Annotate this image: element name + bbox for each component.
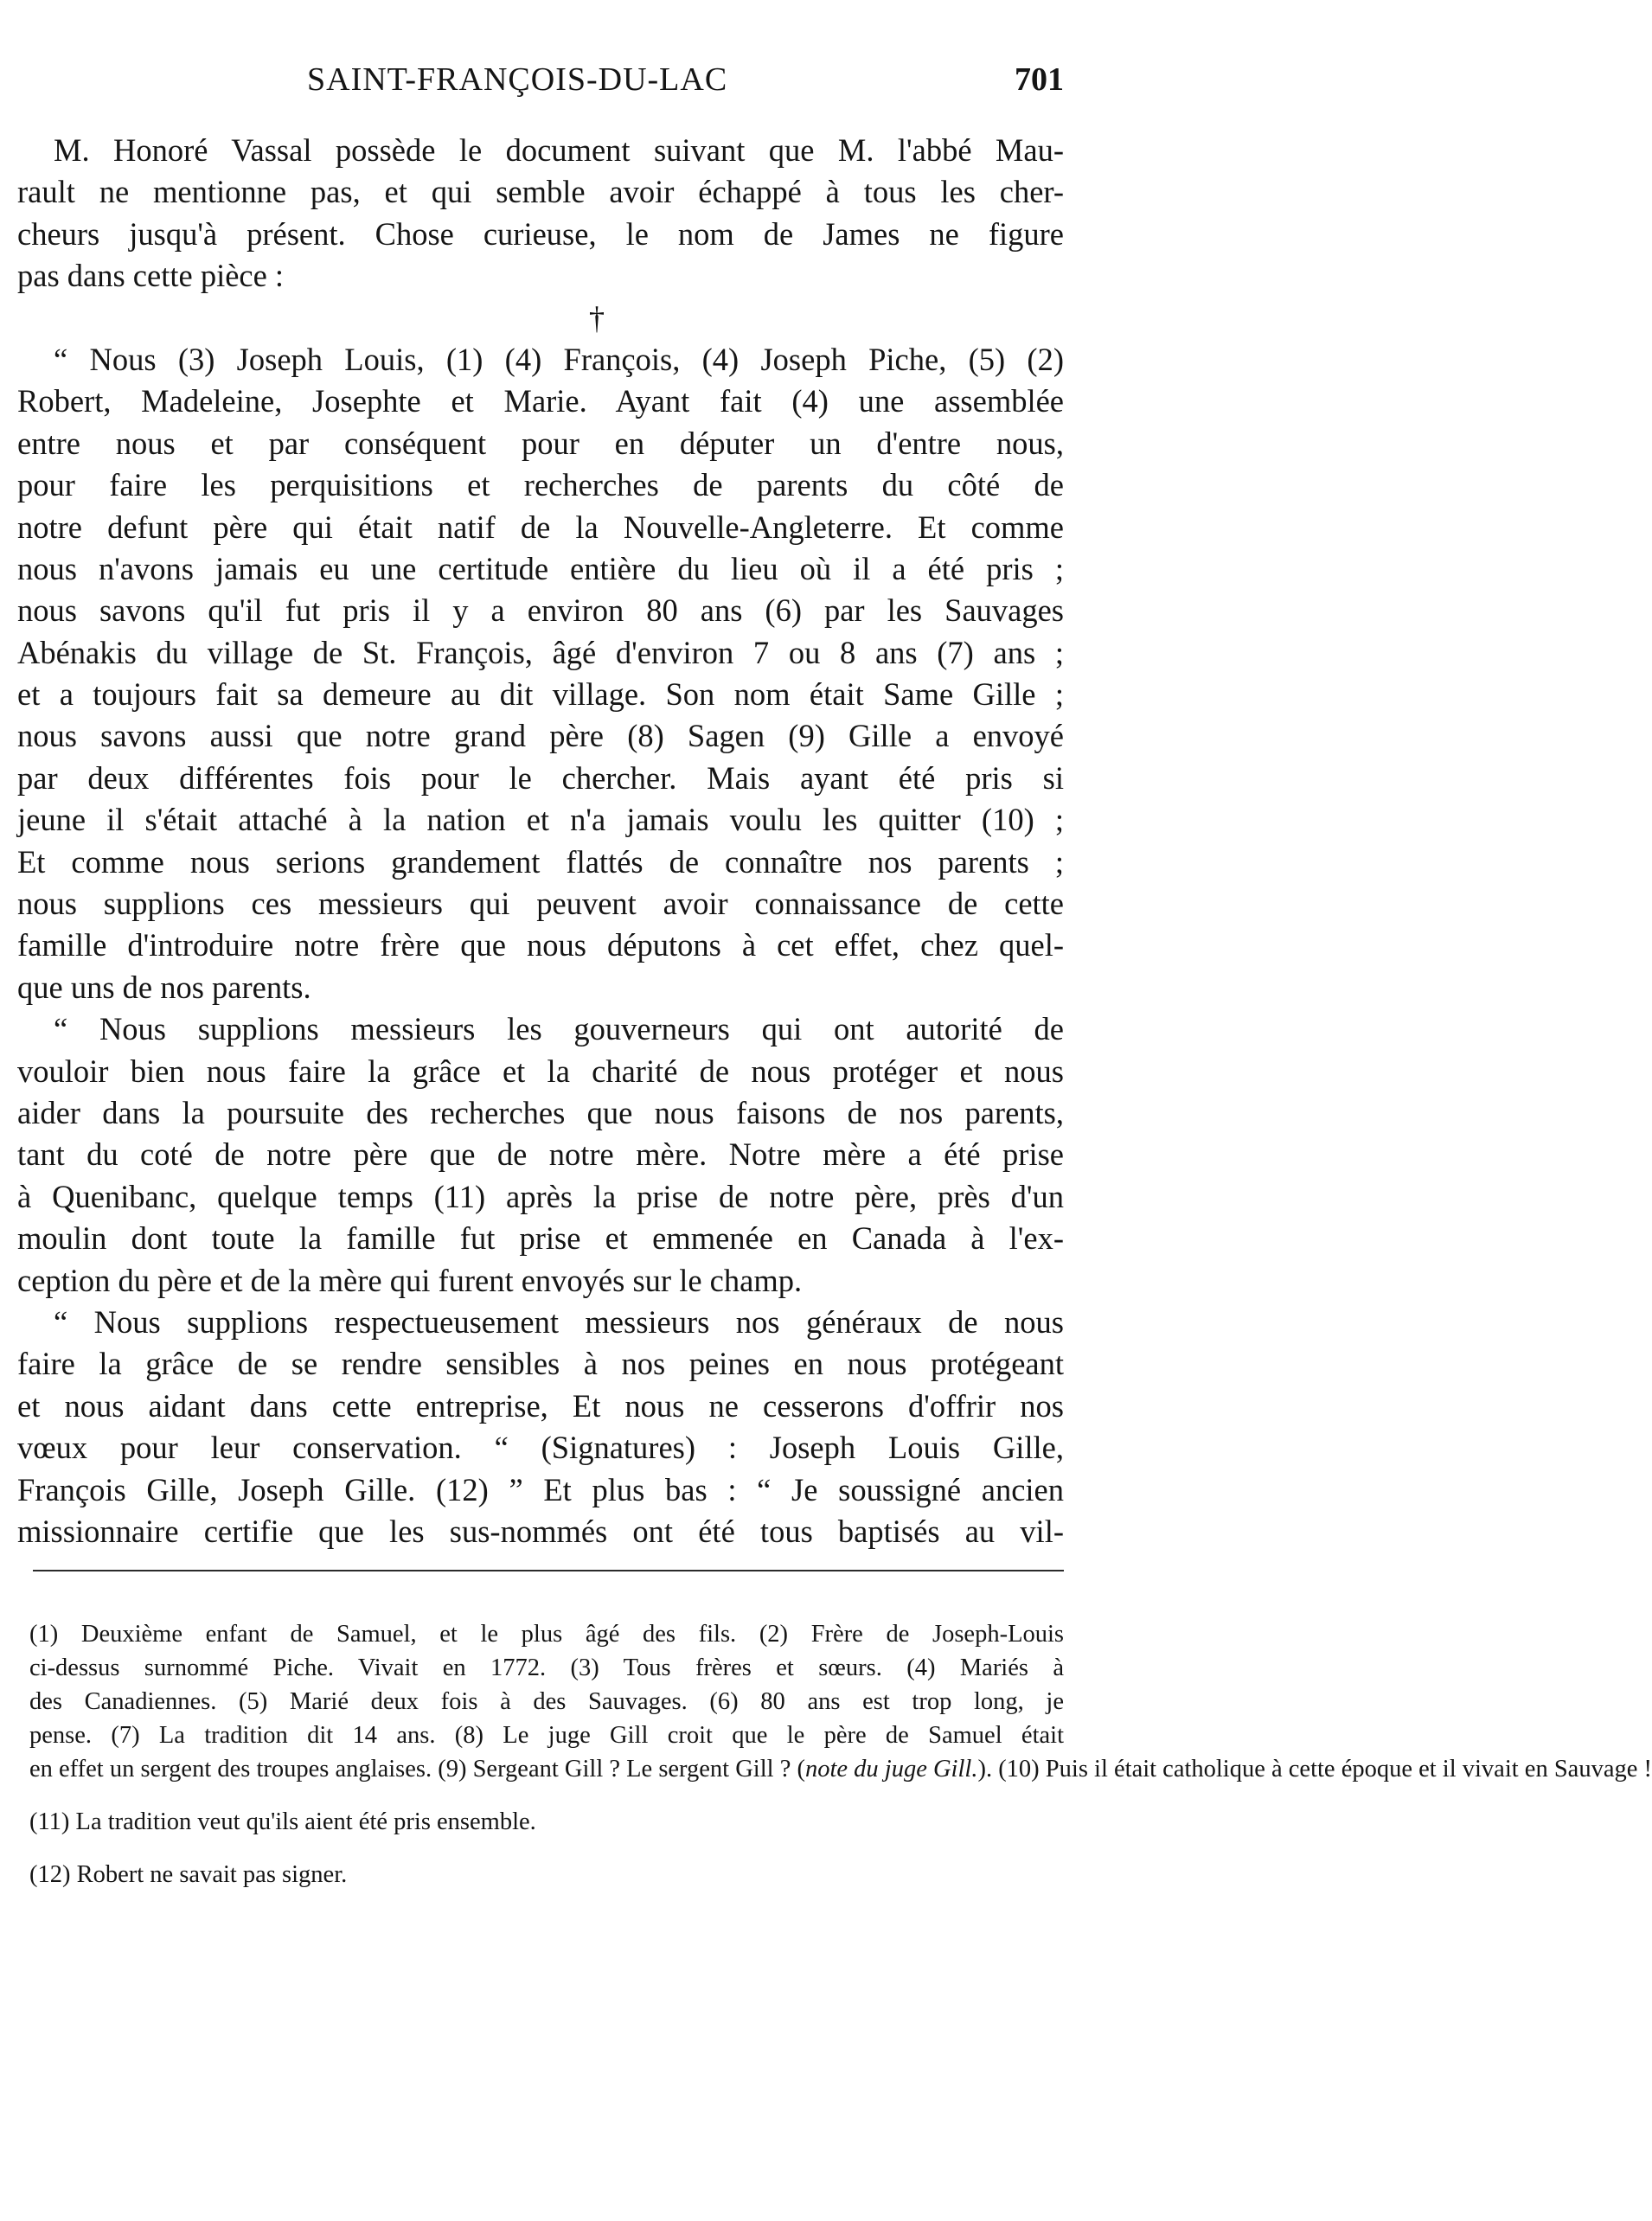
text-line: nous savons aussi que notre grand père (8) Sagen (9) Gille a envoyé (17, 718, 1064, 754)
text-line: cheurs jusqu'à présent. Chose curieuse, le nom de James ne figure (17, 215, 1064, 252)
text-line: par deux différentes fois pour le chercher. Mais ayant été pris si (17, 759, 1064, 796)
text-line: François Gille, Joseph Gille. (12) ” Et plus bas : “ Je soussigné ancien (17, 1471, 1064, 1507)
footnote-spacer (29, 1786, 1064, 1805)
footnote-line: des Canadiennes. (5) Marié deux fois à des Sauvages. (6) 80 ans est trop long, je (29, 1688, 1064, 1715)
text-line: Robert, Madeleine, Josephte et Marie. Ayant fait (4) une assemblée (17, 383, 1064, 419)
text-line: jeune il s'était attaché à la nation et n'a jamais voulu les quitter (10) ; (17, 802, 1064, 838)
text-line: rault ne mentionne pas, et qui semble avoir échappé à tous les cher- (17, 174, 1064, 210)
text-line: pas dans cette pièce : (17, 258, 285, 294)
text-line: notre defunt père qui était natif de la Nouvelle-Angleterre. Et comme (17, 509, 1064, 545)
footnotes (29, 1617, 1652, 1891)
text-line: et nous aidant dans cette entreprise, Et nous ne cesserons d'offrir nos (17, 1387, 1064, 1424)
footnote-line: ci-dessus surnommé Piche. Vivait en 1772. (3) Tous frères et sœurs. (4) Mariés à (29, 1655, 1064, 1681)
text-line: “ Nous (3) Joseph Louis, (1) (4) François, (4) Joseph Piche, (5) (2) (54, 341, 1064, 377)
text-line: vœux pour leur conservation. “ (Signatures) : Joseph Louis Gille, (17, 1430, 1064, 1466)
text-line: ception du père et de la mère qui furent envoyés sur le champ. (17, 1262, 803, 1298)
text-line: “ Nous supplions messieurs les gouverneurs qui ont autorité de (54, 1011, 1064, 1047)
text-line: à Quenibanc, quelque temps (11) après la prise de notre père, près d'un (17, 1178, 1064, 1214)
footnote-text: en effet un sergent des troupes anglaises. (9) Sergeant Gill ? Le sergent Gill ? ( (29, 1756, 805, 1783)
text-line: Abénakis du village de St. François, âgé d'environ 7 ou 8 ans (7) ans ; (17, 634, 1064, 670)
footnote-line: pense. (7) La tradition dit 14 ans. (8) Le juge Gill croit que le père de Samuel était (29, 1722, 1064, 1749)
text-line: nous n'avons jamais eu une certitude entière du lieu où il a été pris ; (17, 550, 1064, 586)
text-line: tant du coté de notre père que de notre mère. Notre mère a été prise (17, 1136, 1064, 1173)
text-line: vouloir bien nous faire la grâce et la charité de nous protéger et nous (17, 1053, 1064, 1089)
text-line: nous supplions ces messieurs qui peuvent avoir connaissance de cette (17, 886, 1064, 922)
page-number: 701 (1015, 61, 1064, 98)
text-line: Et comme nous serions grandement flattés de connaître nos parents ; (17, 843, 1064, 880)
text-line: famille d'introduire notre frère que nous députons à cet effet, chez quel- (17, 927, 1064, 963)
text-line: missionnaire certifie que les sus-nommés ont été tous baptisés au vil- (17, 1513, 1064, 1549)
footnote-spacer (29, 1839, 1064, 1858)
body-text (17, 130, 1064, 1552)
text-line: que uns de nos parents. (17, 969, 311, 1005)
text-line: faire la grâce de se rendre sensibles à nos peines en nous protégeant (17, 1346, 1064, 1382)
text-line: entre nous et par conséquent pour en députer un d'entre nous, (17, 425, 1064, 461)
footnote-italic: note du juge Gill. (804, 1756, 978, 1783)
footnote-line (29, 1752, 1652, 1786)
footnote-text: ). (10) Puis il était catholique à cette époque et il vivait en Sauvage ! (977, 1756, 1652, 1783)
footnote-11: (11) La tradition veut qu'ils aient été pris ensemble. (29, 1808, 536, 1835)
footnote-12: (12) Robert ne savait pas signer. (29, 1861, 348, 1888)
text-line: “ Nous supplions respectueusement messieurs nos généraux de nous (54, 1303, 1064, 1340)
footnote-divider (33, 1570, 1064, 1571)
running-head (17, 61, 1064, 106)
text-line: aider dans la poursuite des recherches que nous faisons de nos parents, (17, 1094, 1064, 1130)
running-title: SAINT-FRANÇOIS-DU-LAC (307, 61, 728, 98)
text-line: pour faire les perquisitions et recherches de parents du côté de (17, 467, 1064, 503)
text-line: et a toujours fait sa demeure au dit village. Son nom était Same Gille ; (17, 676, 1064, 713)
text-line: moulin dont toute la famille fut prise et emmenée en Canada à l'ex- (17, 1220, 1064, 1257)
text-line: nous savons qu'il fut pris il y a environ 80 ans (6) par les Sauvages (17, 592, 1064, 629)
footnote-line: (1) Deuxième enfant de Samuel, et le plus âgé des fils. (2) Frère de Joseph-Louis (29, 1621, 1064, 1648)
cross-symbol: † (588, 299, 605, 336)
text-line: M. Honoré Vassal possède le document suivant que M. l'abbé Mau- (54, 132, 1064, 168)
